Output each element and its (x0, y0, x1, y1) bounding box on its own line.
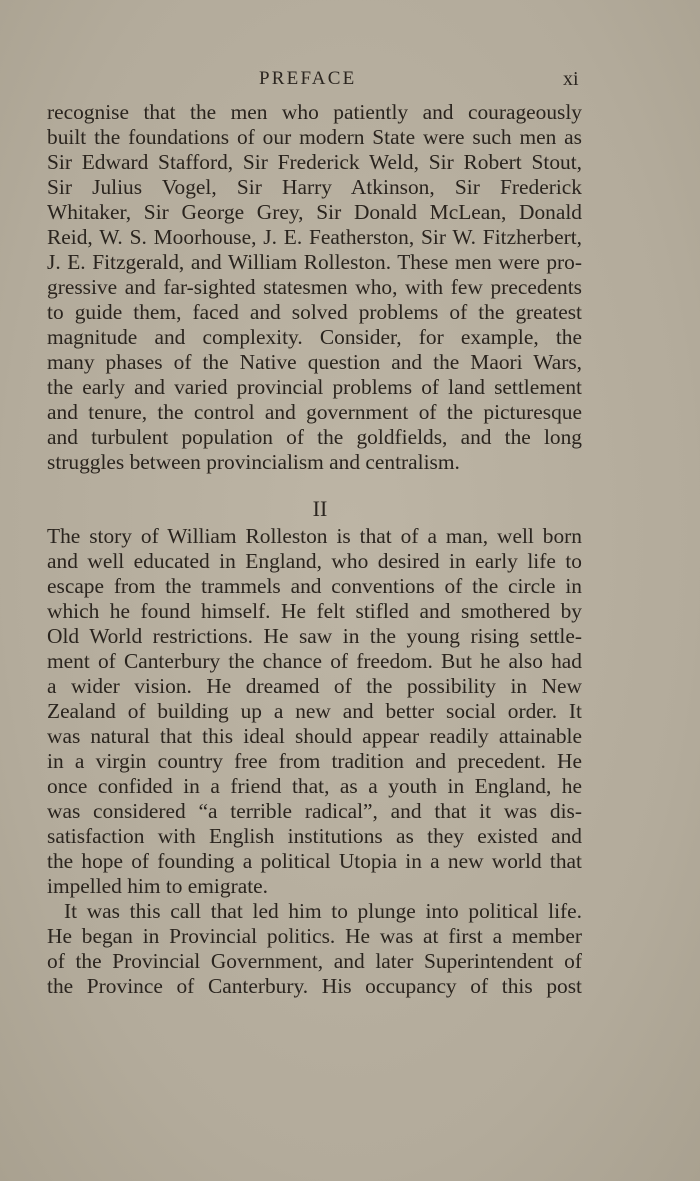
text-line: of the Provincial Government, and later Superintendent of (47, 949, 582, 973)
running-head: PREFACE (259, 68, 357, 89)
text-line: and tenure, the control and government of the picturesque (47, 400, 582, 424)
text-line: once confided in a friend that, as a youth in England, he (47, 774, 582, 798)
paragraph-1 (47, 100, 582, 475)
text-line: magnitude and complexity. Consider, for example, the (47, 325, 582, 349)
text-line: was natural that this ideal should appear readily attainable (47, 724, 582, 748)
text-line: was considered “a terrible radical”, and that it was dis- (47, 799, 582, 823)
text-line: and turbulent population of the goldfields, and the long (47, 425, 582, 449)
text-line: in a virgin country free from tradition and precedent. He (47, 749, 582, 773)
text-line: the Province of Canterbury. His occupancy of this post (47, 974, 582, 998)
text-line: Whitaker, Sir George Grey, Sir Donald McLean, Donald (47, 200, 582, 224)
text-line: built the foundations of our modern State were such men as (47, 125, 582, 149)
text-line: to guide them, faced and solved problems of the greatest (47, 300, 582, 324)
text-line: It was this call that led him to plunge into political life. (64, 899, 582, 923)
text-line: J. E. Fitzgerald, and William Rolleston. These men were pro- (47, 250, 582, 274)
text-line: gressive and far-sighted statesmen who, with few precedents (47, 275, 582, 299)
section-number: II (312, 496, 328, 521)
text-line: and well educated in England, who desired in early life to (47, 549, 582, 573)
text-line: Sir Edward Stafford, Sir Frederick Weld, Sir Robert Stout, (47, 150, 582, 174)
text-line: Old World restrictions. He saw in the young rising settle- (47, 624, 582, 648)
page-header (0, 68, 700, 94)
page-number: xi (563, 68, 579, 90)
text-line: The story of William Rolleston is that of a man, well born (47, 524, 582, 548)
text-line: He began in Provincial politics. He was at first a member (47, 924, 582, 948)
text-line: a wider vision. He dreamed of the possibility in New (47, 674, 582, 698)
text-line: escape from the trammels and conventions of the circle in (47, 574, 582, 598)
text-line: Reid, W. S. Moorhouse, J. E. Featherston, Sir W. Fitzherbert, (47, 225, 582, 249)
text-line: Zealand of building up a new and better social order. It (47, 699, 582, 723)
text-line: Sir Julius Vogel, Sir Harry Atkinson, Sir Frederick (47, 175, 582, 199)
text-line: struggles between provincialism and centralism. (47, 450, 460, 474)
text-line: satisfaction with English institutions as they existed and (47, 824, 582, 848)
text-line: many phases of the Native question and the Maori Wars, (47, 350, 582, 374)
text-line: ment of Canterbury the chance of freedom. But he also had (47, 649, 582, 673)
text-line: the early and varied provincial problems of land settlement (47, 375, 582, 399)
text-line: recognise that the men who patiently and courageously (47, 100, 582, 124)
paragraph-2 (47, 524, 582, 999)
text-line: which he found himself. He felt stifled and smothered by (47, 599, 582, 623)
text-line: impelled him to emigrate. (47, 874, 268, 898)
text-line: the hope of founding a political Utopia in a new world that (47, 849, 582, 873)
